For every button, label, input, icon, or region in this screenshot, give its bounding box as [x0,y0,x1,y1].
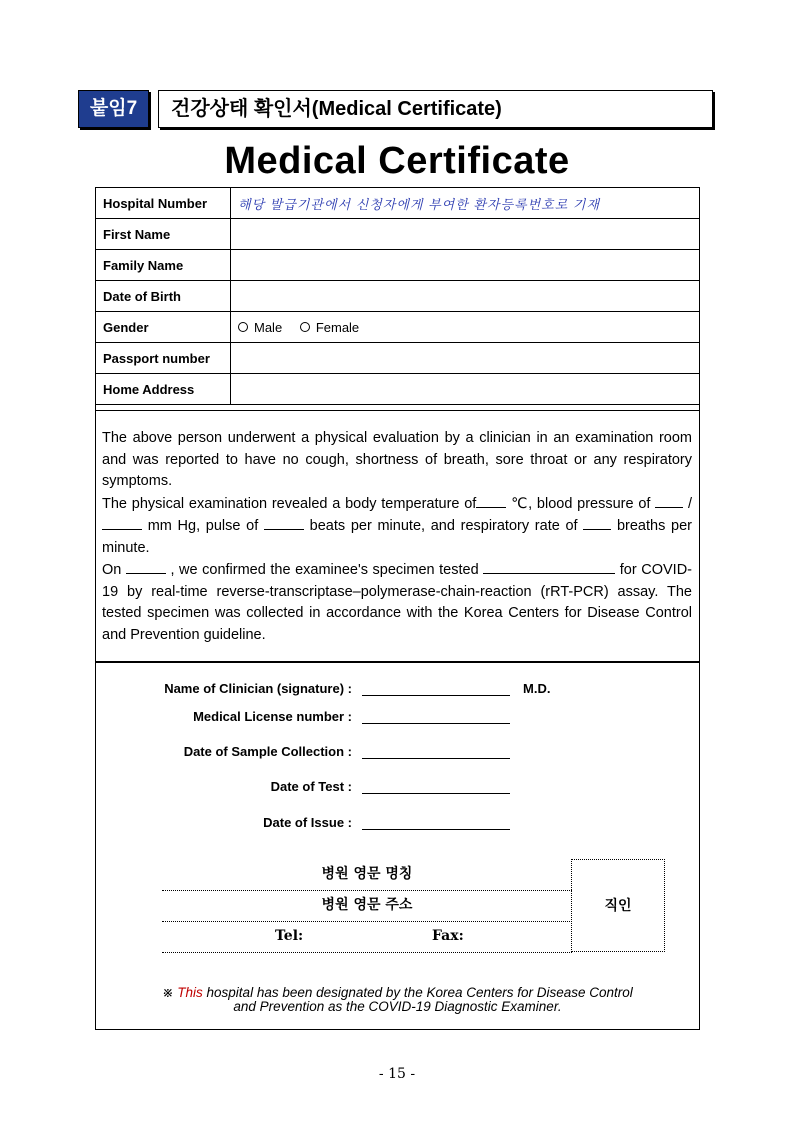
table-row [96,219,699,250]
patient-info-table [96,188,699,405]
table-row [96,312,699,343]
respiratory-rate-blank[interactable] [583,515,611,530]
table-row [96,343,699,374]
clinician-row [96,681,699,701]
sample-date-line[interactable] [362,758,510,759]
test-date-line[interactable] [362,793,510,794]
issue-date-row [96,815,699,835]
gender-label: Gender [96,312,231,343]
section-divider [96,661,699,663]
gender-field [231,312,700,343]
designation-footnote: ※ This hospital has been designated by the Korea Centers for Disease Control and Prevention as the COVID-19 Diagnostic Examiner. [162,985,633,1014]
page-number: - 15 - [378,1066,416,1082]
attachment-title: 건강상태 확인서(Medical Certificate) [158,90,713,128]
gender-female-label: Female [315,319,360,335]
bp-diastolic-blank[interactable] [102,515,142,530]
table-row [96,188,699,219]
hospital-number-note: 해당 발급기관에서 신청자에게 부여한 환자등록번호로 기재 [238,196,601,212]
statement-paragraph: The above person underwent a physical evaluation by a clinician in an examination room and was reported to have no cough, shortness of breath, sore throat or any respiratory symptoms. [102,430,692,489]
radio-icon[interactable] [300,322,310,332]
hospital-number-field[interactable] [231,188,700,219]
issue-date-line[interactable] [362,829,510,830]
statement-paragraph: On , we confirmed the examinee's specimen tested for COVID-19 by real-time reverse-transcriptase–polymerase-chain-reaction (rRT-PCR) assay. The tested specimen was collected in accordance with the Korea Centers for Disease Control and Prevention guideline. [102,559,692,646]
test-result-blank[interactable] [483,559,615,574]
first-name-field[interactable] [231,219,700,250]
family-name-field[interactable] [231,250,700,281]
address-field[interactable] [231,374,700,405]
footnote-highlight: This [177,985,203,1000]
address-label: Home Address [96,374,231,405]
statement-paragraph: The physical examination revealed a body temperature of ℃, blood pressure of / mm Hg, pulse of beats per minute, and respiratory rate of breaths per minute. [102,493,692,560]
issue-date-label: Date of Issue : [263,815,352,830]
table-row [96,374,699,405]
md-suffix: M.D. [523,681,551,696]
license-line[interactable] [362,723,510,724]
license-label: Medical License number : [193,709,352,724]
passport-field[interactable] [231,343,700,374]
hospital-tel: Tel: [275,928,304,944]
certificate-frame [95,187,700,1030]
seal-box: 직인 [571,859,665,952]
hospital-fax: Fax: [432,928,464,944]
test-date-label: Date of Test : [270,779,352,794]
gender-male-label: Male [254,319,283,335]
temperature-blank[interactable] [476,493,506,508]
sample-date-row [96,744,699,764]
test-date-blank[interactable] [126,559,166,574]
clinician-label: Name of Clinician (signature) : [164,681,352,696]
hospital-address: 병원 영문 주소 [162,890,572,922]
gender-male-option[interactable] [238,320,282,335]
bp-systolic-blank[interactable] [655,493,683,508]
passport-label: Passport number [96,343,231,374]
first-name-label: First Name [96,219,231,250]
clinician-signature-line[interactable] [362,695,510,696]
dob-label: Date of Birth [96,281,231,312]
family-name-label: Family Name [96,250,231,281]
test-date-row [96,779,699,799]
hospital-block [162,859,666,953]
sample-date-label: Date of Sample Collection : [183,744,352,759]
attachment-tag: 붙임7 [78,90,149,128]
table-row [96,281,699,312]
hospital-number-label: Hospital Number [96,188,231,219]
radio-icon[interactable] [238,322,248,332]
license-row [96,709,699,729]
gender-female-option[interactable] [300,320,359,335]
table-row [96,250,699,281]
dob-field[interactable] [231,281,700,312]
medical-statement [102,428,692,646]
document-title: Medical Certificate [224,140,570,182]
attachment-header [78,90,714,128]
hospital-contact [162,921,572,953]
section-divider [96,410,699,411]
pulse-blank[interactable] [264,515,304,530]
hospital-name: 병원 영문 명칭 [162,859,572,891]
